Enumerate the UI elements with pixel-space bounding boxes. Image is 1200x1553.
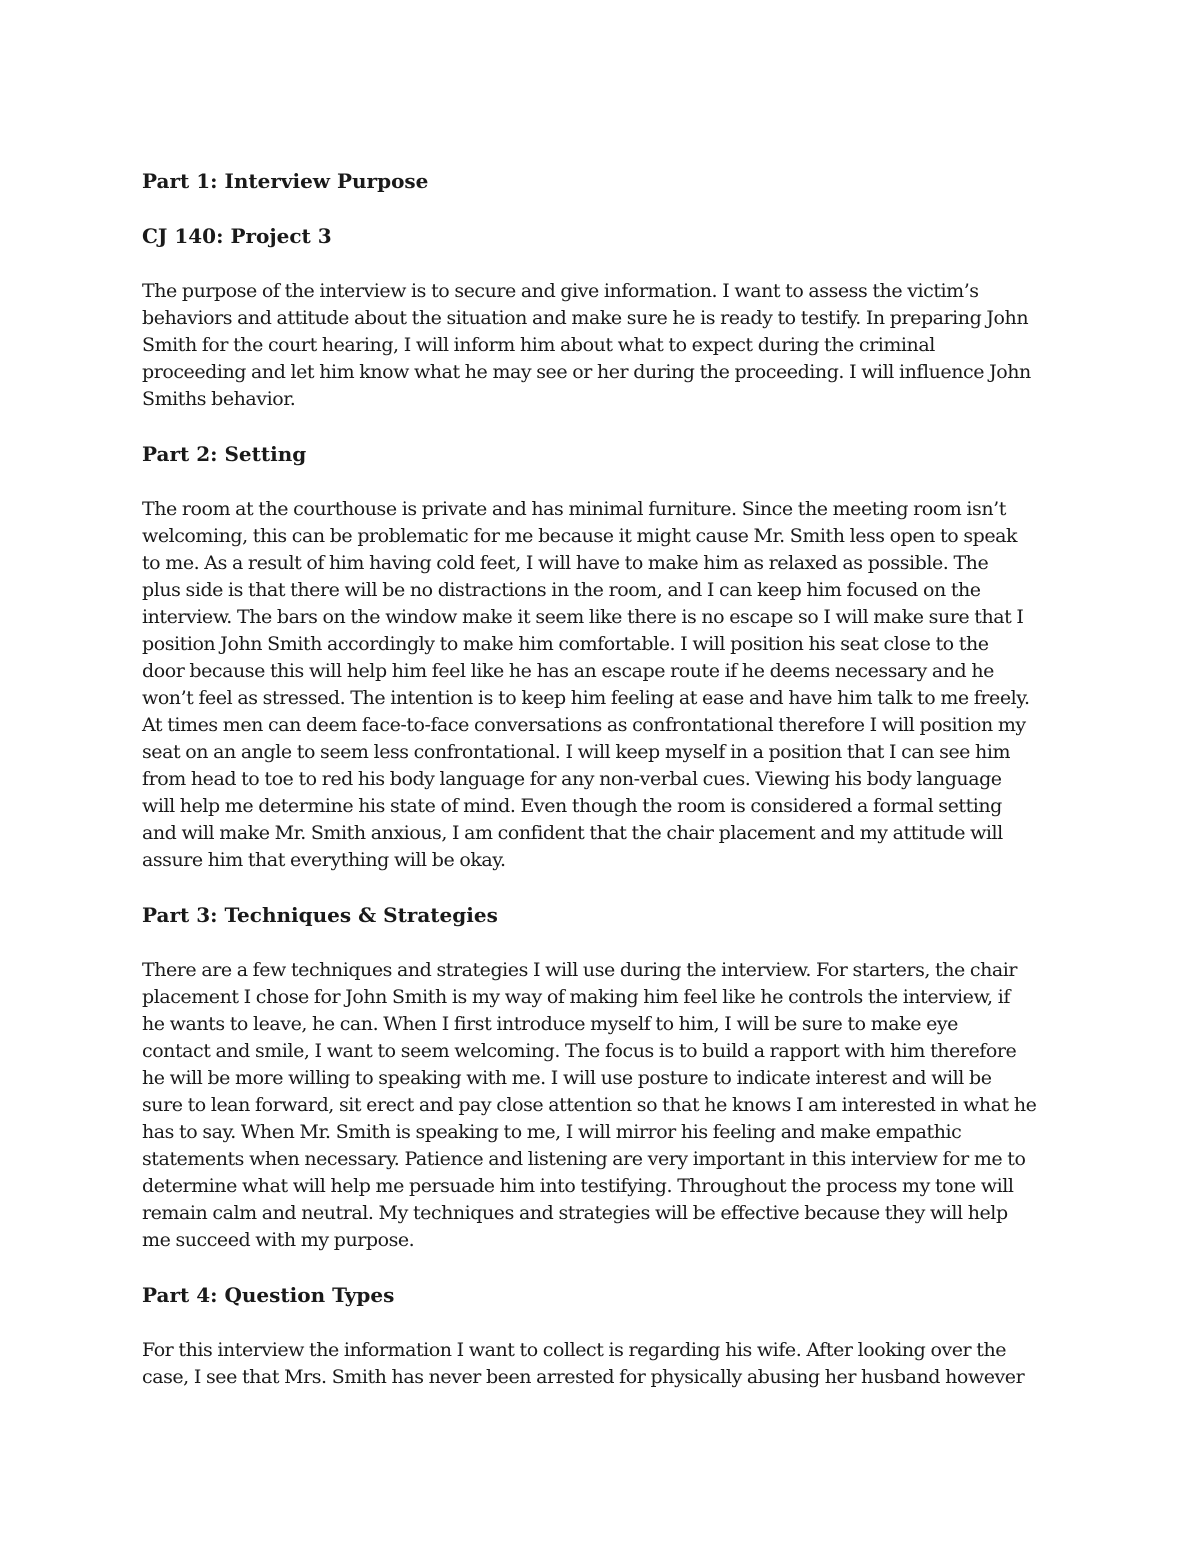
section-heading-part-2: Part 2: Setting [142,442,307,466]
text-line: assure him that everything will be okay. [142,849,506,871]
section-heading-part-1: Part 1: Interview Purpose [142,169,429,193]
text-line: Smiths behavior. [142,388,296,410]
text-line: For this interview the information I want to collect is regarding his wife. After looking over the [142,1339,1007,1361]
text-line: The purpose of the interview is to secure and give information. I want to assess the victim’s [142,280,979,302]
section-heading-part-3: Part 3: Techniques & Strategies [142,903,498,927]
paragraph-part-2 [142,496,1062,874]
text-line: contact and smile, I want to seem welcoming. The focus is to build a rapport with him therefore [142,1040,1017,1062]
text-line: placement I chose for John Smith is my way of making him feel like he controls the interview, if [142,986,1010,1008]
text-line: Smith for the court hearing, I will inform him about what to expect during the criminal [142,334,935,356]
text-line: me succeed with my purpose. [142,1229,415,1251]
text-line: he will be more willing to speaking with me. I will use posture to indicate interest and will be [142,1067,992,1089]
text-line: plus side is that there will be no distractions in the room, and I can keep him focused on the [142,579,981,601]
text-line: position John Smith accordingly to make him comfortable. I will position his seat close to the [142,633,989,655]
text-line: from head to toe to red his body language for any non-verbal cues. Viewing his body language [142,768,1002,790]
paragraph-part-1 [142,278,1062,413]
text-line: has to say. When Mr. Smith is speaking to me, I will mirror his feeling and make empathic [142,1121,962,1143]
text-line: he wants to leave, he can. When I first introduce myself to him, I will be sure to make eye [142,1013,958,1035]
text-line: behaviors and attitude about the situation and make sure he is ready to testify. In preparing John [142,307,1029,329]
text-line: remain calm and neutral. My techniques and strategies will be effective because they will help [142,1202,1008,1224]
text-line: sure to lean forward, sit erect and pay close attention so that he knows I am interested in what he [142,1094,1037,1116]
text-line: There are a few techniques and strategies I will use during the interview. For starters, the chair [142,959,1018,981]
text-line: door because this will help him feel like he has an escape route if he deems necessary and he [142,660,994,682]
text-line: At times men can deem face-to-face conversations as confrontational therefore I will position my [142,714,1026,736]
text-line: interview. The bars on the window make it seem like there is no escape so I will make sure that I [142,606,1024,628]
text-line: and will make Mr. Smith anxious, I am confident that the chair placement and my attitude will [142,822,1003,844]
text-line: statements when necessary. Patience and listening are very important in this interview for me to [142,1148,1026,1170]
text-line: seat on an angle to seem less confrontational. I will keep myself in a position that I can see him [142,741,1011,763]
text-line: proceeding and let him know what he may see or her during the proceeding. I will influence John [142,361,1031,383]
text-line: case, I see that Mrs. Smith has never been arrested for physically abusing her husband however [142,1366,1025,1388]
paragraph-part-3 [142,957,1062,1254]
project-subheading: CJ 140: Project 3 [142,224,332,248]
text-line: The room at the courthouse is private and has minimal furniture. Since the meeting room isn’t [142,498,1006,520]
text-line: won’t feel as stressed. The intention is to keep him feeling at ease and have him talk to me freely. [142,687,1030,709]
text-line: welcoming, this can be problematic for me because it might cause Mr. Smith less open to speak [142,525,1018,547]
section-heading-part-4: Part 4: Question Types [142,1283,395,1307]
text-line: determine what will help me persuade him into testifying. Throughout the process my tone will [142,1175,1014,1197]
text-line: will help me determine his state of mind. Even though the room is considered a formal setting [142,795,1002,817]
document-body [142,168,1062,1419]
text-line: to me. As a result of him having cold feet, I will have to make him as relaxed as possible. The [142,552,989,574]
paragraph-part-4 [142,1337,1062,1391]
